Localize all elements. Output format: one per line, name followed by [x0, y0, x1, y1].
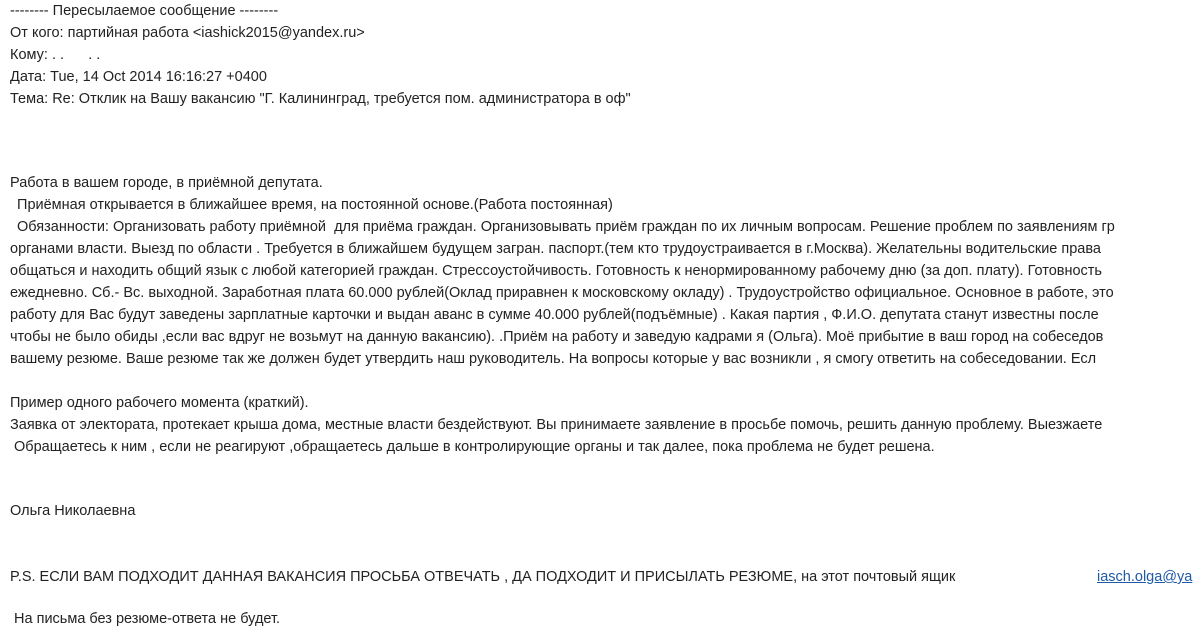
body-line: ежедневно. Сб.- Вс. выходной. Заработная плата 60.000 рублей(Оклад приравнен к московскому окладу) . Трудоустройство официальное. Основное в работе, это — [10, 285, 1114, 301]
signature: Ольга Николаевна — [10, 503, 136, 519]
body-line: органами власти. Выезд по области . Требуется в ближайшем будущем загран. паспорт.(тем кто трудоустраивается в г.Москва). Желательны водительские права — [10, 241, 1101, 257]
date-value: Tue, 14 Oct 2014 16:16:27 +0400 — [50, 69, 267, 85]
subject-row — [10, 88, 631, 110]
ps-text: P.S. ЕСЛИ ВАМ ПОДХОДИТ ДАННАЯ ВАКАНСИЯ ПРОСЬБА ОТВЕЧАТЬ , ДА ПОДХОДИТ И ПРИСЫЛАТЬ РЕЗЮМЕ, на этот почтовый ящик — [10, 569, 956, 585]
date-label: Дата: — [10, 69, 47, 85]
example-line: Заявка от электората, протекает крыша дома, местные власти бездействуют. Вы принимаете заявление в просьбе помочь, решить данную проблему. Выезжаете — [10, 417, 1103, 433]
body-line: Работа в вашем городе, в приёмной депутата. — [10, 175, 323, 191]
body-line: вашему резюме. Ваше резюме так же должен будет утвердить наш руководитель. На вопросы которые у вас возникли , я смогу ответить на собеседовании. Есл — [10, 351, 1097, 367]
subject-label: Тема: — [10, 91, 49, 107]
subject-value: Re: Отклик на Вашу вакансию "Г. Калининград, требуется пом. администратора в оф" — [52, 91, 631, 107]
example-heading: Пример одного рабочего момента (краткий). — [10, 395, 309, 411]
from-row — [10, 22, 365, 44]
from-label: От кого: — [10, 25, 64, 41]
example-line: Обращаетесь к ним , если не реагируют ,обращаетесь дальше в контролирующие органы и так далее, пока проблема не будет решена. — [10, 439, 935, 455]
from-value: партийная работа <iashick2015@yandex.ru> — [67, 25, 365, 41]
date-row — [10, 66, 267, 88]
body-line: работу для Вас будут заведены зарплатные карточки и выдан аванс в сумме 40.000 рублей(подъёмные) . Какая партия , Ф.И.О. депутата станут известны после — [10, 307, 1099, 323]
ps-line — [10, 566, 955, 588]
body-line: чтобы не было обиды ,если вас вдруг не возьмут на данную вакансию). .Приём на работу и заведую кадрами я (Ольга). Моё прибытие в ваш город на собеседов — [10, 329, 1104, 345]
body-line: Приёмная открывается в ближайшее время, на постоянной основе.(Работа постоянная) — [13, 197, 613, 213]
to-row — [10, 44, 100, 66]
body-line: общаться и находить общий язык с любой категорией граждан. Стрессоустойчивость. Готовность к ненормированному рабочему дню (за доп. плату). Готовность — [10, 263, 1102, 279]
forwarded-marker: -------- Пересылаемое сообщение -------- — [10, 3, 279, 19]
ps-email-link[interactable]: iasch.olga@ya — [1097, 569, 1193, 585]
to-value: . . . . — [51, 47, 101, 63]
body-line: Обязанности: Организовать работу приёмной для приёма граждан. Организовывать приём граждан по их личным вопросам. Решение проблем по заявлениям гр — [13, 219, 1115, 235]
to-label: Кому: — [10, 47, 48, 63]
final-note: На письма без резюме-ответа не будет. — [10, 611, 281, 627]
